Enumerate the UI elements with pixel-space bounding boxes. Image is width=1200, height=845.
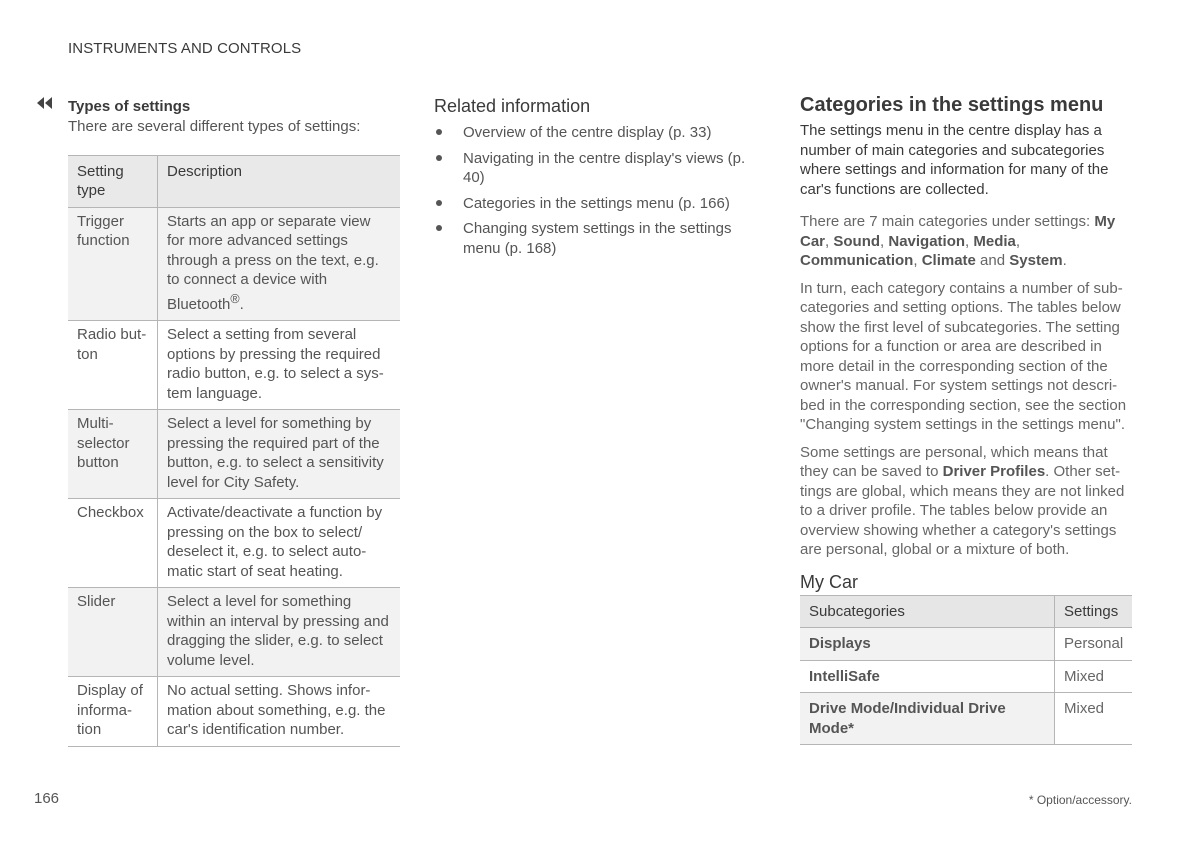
type-cell: Trigger function — [68, 207, 158, 321]
header-settings: Settings — [1055, 595, 1133, 628]
category-sound: Sound — [833, 232, 881, 250]
table-header-row — [800, 595, 1132, 628]
bullet-icon — [436, 155, 442, 161]
previous-page-icon[interactable] — [36, 96, 54, 110]
bullet-icon — [436, 200, 442, 206]
category-my-car: My Car — [800, 213, 1116, 250]
description-cell: Select a level for something within an interval by pressing and dragging the slider, e.g. to select volume level. — [158, 588, 401, 677]
related-link[interactable] — [434, 219, 754, 258]
setting-cell: Mixed — [1055, 660, 1133, 693]
description-cell — [158, 207, 401, 321]
categories-section — [800, 94, 1132, 745]
description-cell: Activate/deactivate a function by pressing on the box to select/ deselect it, e.g. to select auto-matic start of seat heating. — [158, 499, 401, 588]
header-setting-type: Setting type — [68, 155, 158, 207]
related-link[interactable] — [434, 194, 754, 214]
type-cell: Multi-selector button — [68, 410, 158, 499]
type-cell: Radio but-ton — [68, 321, 158, 410]
description-tail: . — [239, 295, 244, 313]
separator: . — [1062, 252, 1067, 269]
category-navigation: Navigation — [888, 232, 966, 250]
table-row — [800, 693, 1132, 745]
separator: and — [975, 252, 1010, 269]
header-description: Description — [158, 155, 401, 207]
table-row — [68, 410, 400, 499]
separator: , — [1015, 232, 1021, 250]
categories-lead: The settings menu in the centre display has a number of main categories and subcategories where settings and information for many of the car's functions are collected. — [800, 122, 1109, 198]
related-title: Related information — [434, 96, 591, 116]
setting-cell: Personal — [1055, 628, 1133, 661]
subcategory-cell: IntelliSafe — [800, 660, 1055, 693]
bullet-icon — [436, 225, 442, 231]
related-link-text[interactable]: Navigating in the centre display's views (p. 40) — [463, 149, 746, 186]
category-climate: Climate — [921, 252, 976, 269]
table-row — [800, 660, 1132, 693]
related-link-text[interactable]: Overview of the centre display (p. 33) — [463, 124, 712, 141]
header-subcategories: Subcategories — [800, 595, 1055, 628]
related-section — [434, 94, 754, 264]
paragraph-text: . Other set-tings are global, which means they are not linked to a driver profile. The tables below provide an overview showing whether a category's settings are personal, global or a mixture of both. — [800, 463, 1125, 558]
related-link[interactable] — [434, 149, 754, 188]
description-cell: Select a level for something by pressing the required part of the button, e.g. to select a sensitivity level for City Safety. — [158, 410, 401, 499]
table-row — [68, 499, 400, 588]
setting-cell: Mixed — [1055, 693, 1133, 745]
subcategory-cell: Drive Mode/Individual Drive Mode* — [800, 693, 1055, 745]
my-car-heading: My Car — [800, 571, 858, 592]
type-cell: Slider — [68, 588, 158, 677]
types-section — [68, 94, 400, 747]
table-row — [68, 207, 400, 321]
category-system: System — [1009, 252, 1063, 269]
paragraph-text: There are 7 main categories under settings: — [800, 213, 1095, 230]
separator: , — [880, 232, 889, 250]
type-cell: Display of informa-tion — [68, 677, 158, 747]
subcategories-paragraph: In turn, each category contains a number of sub-categories and setting options. The tables below show the first level of subcategories. The setting options for a function or area are described in more detail in the corresponding section of the owner's manual. For system settings not descri-bed in the corresponding section, see the section "Changing system settings in the settings menu". — [800, 279, 1127, 433]
registered-mark: ® — [230, 291, 240, 306]
personal-settings-paragraph — [800, 443, 1132, 560]
my-car-table — [800, 595, 1132, 746]
table-row — [68, 677, 400, 747]
table-row — [68, 588, 400, 677]
footnote: * Option/accessory. — [1028, 793, 1132, 807]
bullet-icon — [436, 129, 442, 135]
types-title: Types of settings — [68, 98, 191, 115]
table-header-row — [68, 155, 400, 207]
category-media: Media — [973, 232, 1016, 250]
related-link[interactable] — [434, 123, 754, 143]
separator: , — [913, 252, 922, 269]
setting-types-table — [68, 155, 400, 747]
page-number: 166 — [34, 790, 60, 807]
subcategory-cell: Displays — [800, 628, 1055, 661]
category-communication: Communication — [800, 252, 914, 269]
table-row — [800, 628, 1132, 661]
categories-title: Categories in the settings menu — [800, 94, 1104, 116]
related-link-text[interactable]: Categories in the settings menu (p. 166) — [463, 194, 730, 212]
separator: , — [965, 232, 974, 250]
categories-list-paragraph — [800, 212, 1132, 271]
description-cell: No actual setting. Shows infor-mation about something, e.g. the car's identification number. — [158, 677, 401, 747]
description-cell: Select a setting from several options by pressing the required radio button, e.g. to select a sys-tem language. — [158, 321, 401, 410]
related-list — [434, 123, 754, 258]
related-link-text[interactable]: Changing system settings in the settings menu (p. 168) — [463, 220, 732, 257]
type-cell: Checkbox — [68, 499, 158, 588]
description-text: Starts an app or separate view for more advanced settings through a press on the text, e.g. to connect a device with Bluetooth — [167, 212, 379, 313]
driver-profiles-term: Driver Profiles — [942, 463, 1046, 480]
types-intro: There are several different types of settings: — [68, 118, 361, 135]
separator: , — [825, 232, 834, 250]
section-header: INSTRUMENTS AND CONTROLS — [68, 40, 302, 57]
paragraph-text: Some settings are personal, which means that they can be saved to — [800, 443, 1108, 480]
table-row — [68, 321, 400, 410]
